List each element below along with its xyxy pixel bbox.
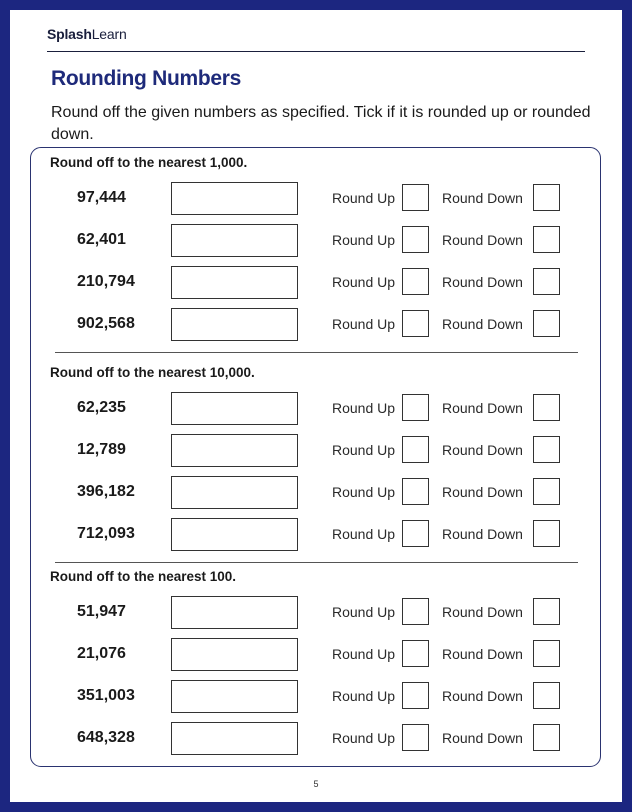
round-up-checkbox[interactable] (402, 268, 429, 295)
round-up-checkbox[interactable] (402, 226, 429, 253)
round-down-checkbox[interactable] (533, 268, 560, 295)
round-up-label: Round Up (332, 442, 396, 458)
round-down-checkbox[interactable] (533, 640, 560, 667)
problem-row (31, 434, 600, 468)
answer-box[interactable] (171, 308, 298, 341)
problem-row (31, 224, 600, 258)
round-down-label: Round Down (442, 316, 523, 332)
round-up-checkbox[interactable] (402, 184, 429, 211)
problem-row (31, 638, 600, 672)
problem-number: 712,093 (77, 525, 135, 542)
round-down-label: Round Down (442, 730, 523, 746)
problem-number: 97,444 (77, 189, 126, 206)
answer-box[interactable] (171, 392, 298, 425)
round-down-label: Round Down (442, 604, 523, 620)
answer-box[interactable] (171, 722, 298, 755)
answer-box[interactable] (171, 434, 298, 467)
round-up-checkbox[interactable] (402, 436, 429, 463)
round-up-label: Round Up (332, 604, 396, 620)
round-down-label: Round Down (442, 688, 523, 704)
problem-number: 62,401 (77, 231, 126, 248)
section-divider (55, 562, 578, 563)
problem-number: 210,794 (77, 273, 135, 290)
round-down-checkbox[interactable] (533, 682, 560, 709)
brand-logo: SplashLearn (47, 26, 127, 42)
round-up-checkbox[interactable] (402, 310, 429, 337)
problem-number: 396,182 (77, 483, 135, 500)
round-down-checkbox[interactable] (533, 520, 560, 547)
problem-number: 902,568 (77, 315, 135, 332)
problem-row (31, 596, 600, 630)
round-down-label: Round Down (442, 442, 523, 458)
problem-row (31, 518, 600, 552)
answer-box[interactable] (171, 638, 298, 671)
round-up-label: Round Up (332, 526, 396, 542)
round-down-label: Round Down (442, 484, 523, 500)
answer-box[interactable] (171, 476, 298, 509)
round-up-label: Round Up (332, 730, 396, 746)
round-up-label: Round Up (332, 646, 396, 662)
problem-row (31, 680, 600, 714)
problem-number: 51,947 (77, 603, 126, 620)
answer-box[interactable] (171, 224, 298, 257)
page-title: Rounding Numbers (51, 67, 242, 90)
problem-row (31, 182, 600, 216)
round-up-label: Round Up (332, 400, 396, 416)
round-down-checkbox[interactable] (533, 184, 560, 211)
answer-box[interactable] (171, 596, 298, 629)
round-up-checkbox[interactable] (402, 640, 429, 667)
round-up-checkbox[interactable] (402, 682, 429, 709)
problem-row (31, 266, 600, 300)
problem-row (31, 722, 600, 756)
section-divider (55, 352, 578, 353)
round-down-label: Round Down (442, 232, 523, 248)
round-up-checkbox[interactable] (402, 394, 429, 421)
round-down-label: Round Down (442, 190, 523, 206)
section-title: Round off to the nearest 1,000. (50, 155, 248, 170)
header-divider (47, 51, 585, 52)
problem-number: 12,789 (77, 441, 126, 458)
section-title: Round off to the nearest 100. (50, 569, 237, 584)
round-up-label: Round Up (332, 316, 396, 332)
round-down-checkbox[interactable] (533, 598, 560, 625)
round-down-label: Round Down (442, 400, 523, 416)
round-down-label: Round Down (442, 274, 523, 290)
worksheet-page (10, 10, 622, 802)
round-down-checkbox[interactable] (533, 478, 560, 505)
round-down-checkbox[interactable] (533, 436, 560, 463)
answer-box[interactable] (171, 680, 298, 713)
problem-number: 351,003 (77, 687, 135, 704)
problem-row (31, 476, 600, 510)
page-number: 5 (313, 779, 319, 789)
round-down-checkbox[interactable] (533, 226, 560, 253)
problem-row (31, 392, 600, 426)
round-up-label: Round Up (332, 274, 396, 290)
answer-box[interactable] (171, 518, 298, 551)
round-up-label: Round Up (332, 232, 396, 248)
round-down-label: Round Down (442, 646, 523, 662)
round-up-label: Round Up (332, 688, 396, 704)
round-down-checkbox[interactable] (533, 724, 560, 751)
answer-box[interactable] (171, 182, 298, 215)
problem-number: 62,235 (77, 399, 126, 416)
round-up-label: Round Up (332, 484, 396, 500)
round-up-checkbox[interactable] (402, 478, 429, 505)
round-up-checkbox[interactable] (402, 724, 429, 751)
exercise-card (30, 147, 601, 767)
problem-row (31, 308, 600, 342)
problem-number: 21,076 (77, 645, 126, 662)
round-up-label: Round Up (332, 190, 396, 206)
round-down-label: Round Down (442, 526, 523, 542)
round-down-checkbox[interactable] (533, 310, 560, 337)
round-down-checkbox[interactable] (533, 394, 560, 421)
round-up-checkbox[interactable] (402, 598, 429, 625)
round-up-checkbox[interactable] (402, 520, 429, 547)
section-title: Round off to the nearest 10,000. (50, 365, 255, 380)
answer-box[interactable] (171, 266, 298, 299)
problem-number: 648,328 (77, 729, 135, 746)
instructions: Round off the given numbers as specified. Tick if it is rounded up or rounded down. (51, 104, 591, 143)
